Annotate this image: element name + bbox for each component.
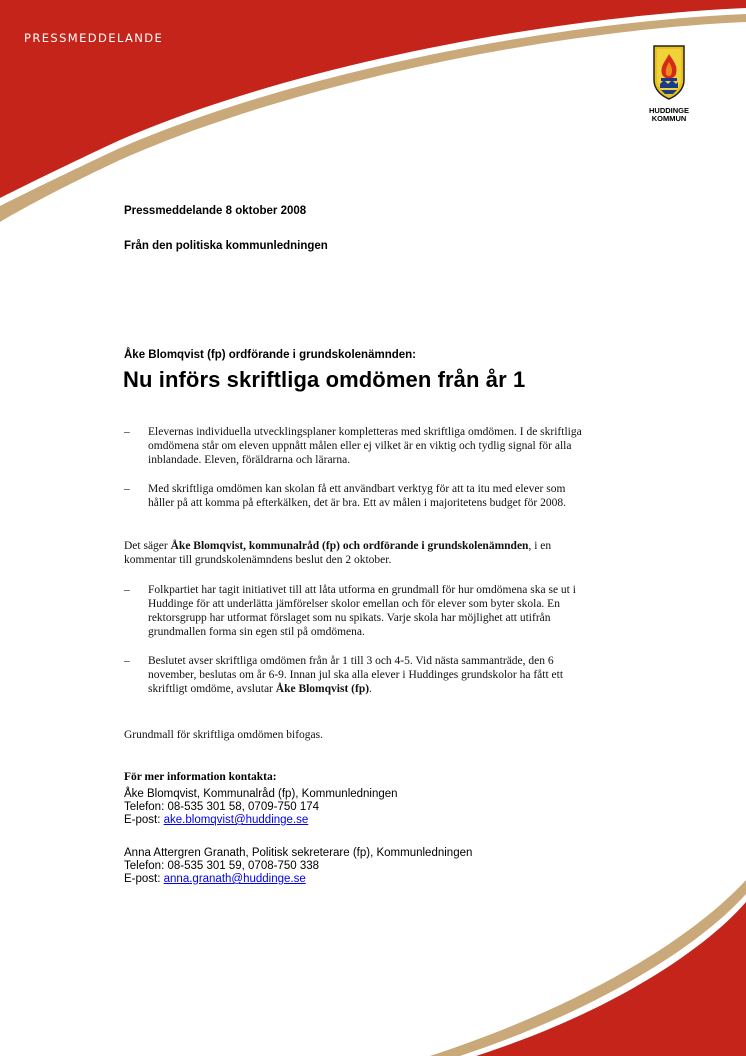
quote-text-before: Beslutet avser skriftliga omdömen från år 1 till 3 och 4-5. Vid nästa sammanträde, den 6 november, beslutas om år 6-9. Innan jul ska alla elever i Huddinges grundskolor ha fått ett skriftligt omdöme, avslutar bbox=[148, 655, 564, 695]
kicker: Åke Blomqvist (fp) ordförande i grundskolenämnden: bbox=[124, 349, 416, 361]
attribution-bold: Åke Blomqvist, kommunalråd (fp) och ordförande i grundskolenämnden bbox=[170, 540, 529, 552]
contact-name: Åke Blomqvist, Kommunalråd (fp), Kommunledningen bbox=[124, 788, 398, 800]
logo-line1: HUDDINGE bbox=[648, 106, 689, 115]
attribution-paragraph bbox=[124, 539, 594, 567]
quote-1 bbox=[124, 425, 594, 467]
logo-line2: KOMMUN bbox=[651, 114, 687, 123]
contact-person-2 bbox=[124, 847, 472, 886]
quote-text: Elevernas individuella utvecklingsplaner kompletteras med skriftliga omdömen. I de skriftliga omdömena står om eleven uppnått målen eller ej vilket är en viktig och tydlig signal för alla inblandade. Eleven, föräldrarna och lärarna. bbox=[148, 426, 582, 466]
contact-person-1 bbox=[124, 788, 398, 827]
attribution-before: Det säger bbox=[124, 540, 171, 552]
contact-email-line bbox=[124, 814, 398, 827]
quote-text-after: . bbox=[369, 683, 372, 695]
quote-2 bbox=[124, 482, 594, 510]
contact-phone: Telefon: 08-535 301 58, 0709-750 174 bbox=[124, 801, 320, 813]
quote-3 bbox=[124, 583, 594, 639]
release-source: Från den politiska kommunledningen bbox=[124, 240, 328, 252]
contact-name: Anna Attergren Granath, Politisk sekreterare (fp), Kommunledningen bbox=[124, 847, 473, 859]
email-link[interactable]: anna.granath@huddinge.se bbox=[163, 873, 306, 885]
coat-of-arms-icon bbox=[652, 44, 686, 100]
email-link[interactable]: ake.blomqvist@huddinge.se bbox=[163, 814, 309, 826]
header-label: PRESSMEDDELANDE bbox=[24, 31, 164, 45]
attachment-note: Grundmall för skriftliga omdömen bifogas. bbox=[124, 729, 323, 741]
attribution-after: , i en kommentar till grundskolenämndens beslut den 2 oktober. bbox=[124, 540, 552, 566]
quote-text bbox=[148, 654, 594, 696]
quote-4 bbox=[124, 654, 594, 696]
contact-phone: Telefon: 08-535 301 59, 0708-750 338 bbox=[124, 860, 320, 872]
quote-dash: – bbox=[124, 426, 130, 438]
quote-dash: – bbox=[124, 483, 130, 495]
quote-dash: – bbox=[124, 655, 130, 667]
email-label: E-post: bbox=[124, 873, 164, 885]
quote-text: Med skriftliga omdömen kan skolan få ett användbart verktyg för att ta itu med elever som håller på att komma på efterkälken, det är bra. Ett av målen i majoritetens budget för 2008. bbox=[148, 483, 566, 509]
quote-text: Folkpartiet har tagit initiativet till att låta utforma en grundmall för hur omdömena ska se ut i Huddinge för att underlätta jämförelser skolor emellan och för elever som byter skola. En rektorsgrupp har utformat förslaget som nu spikats. Varje skola har möjlighet att utifrån grundmallen forma sin egen stil på omdömena. bbox=[148, 584, 576, 638]
email-label: E-post: bbox=[124, 814, 164, 826]
contact-email-line bbox=[124, 873, 472, 886]
page-title: Nu införs skriftliga omdömen från år 1 bbox=[123, 367, 526, 392]
logo-text bbox=[640, 107, 698, 123]
release-date: Pressmeddelande 8 oktober 2008 bbox=[124, 205, 307, 217]
quote-text-bold: Åke Blomqvist (fp) bbox=[275, 683, 370, 695]
quote-dash: – bbox=[124, 584, 130, 596]
municipality-logo bbox=[640, 44, 698, 123]
contact-heading: För mer information kontakta: bbox=[124, 771, 277, 783]
